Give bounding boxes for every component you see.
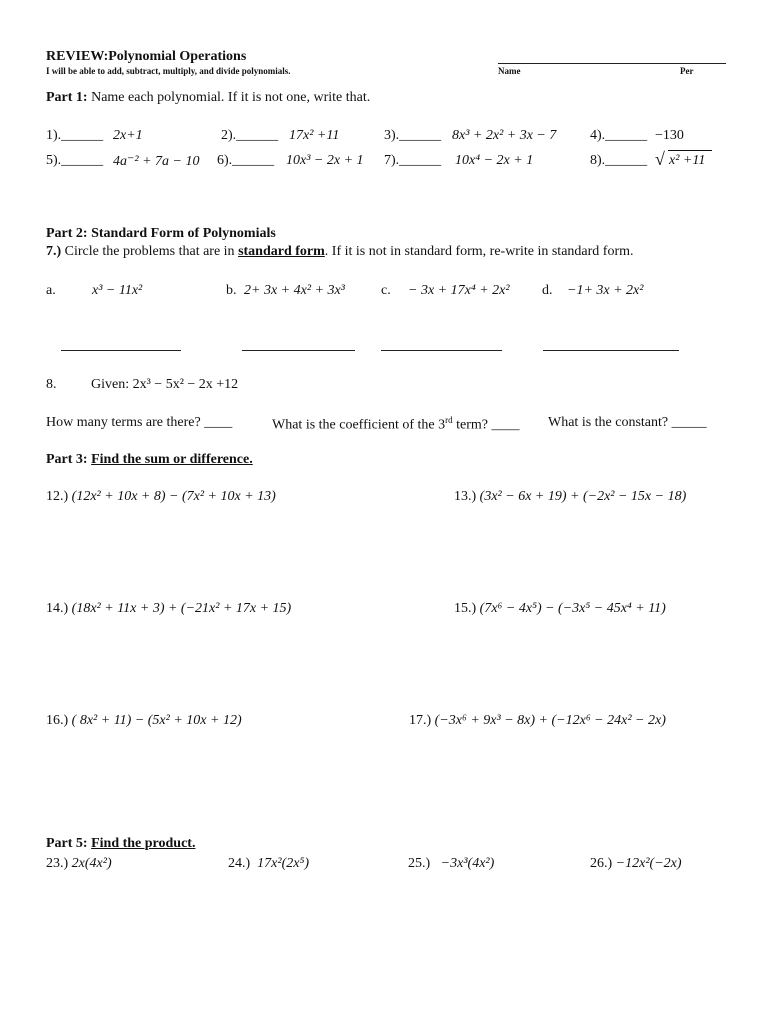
page-title: REVIEW:Polynomial Operations	[46, 49, 247, 64]
option-d-expr: −1+ 3x + 2x²	[567, 283, 644, 298]
q8-given: Given: 2x³ − 5x² − 2x +12	[91, 377, 239, 392]
q8-constant: What is the constant? _____	[548, 415, 707, 430]
option-d-label: d.	[542, 283, 553, 298]
q8-terms: How many terms are there? ____	[46, 415, 233, 430]
option-b-label: b.	[226, 283, 237, 298]
problem-13: 13.) (3x² − 6x + 19) + (−2x² − 15x − 18)	[454, 489, 687, 504]
q8-num: 8.	[46, 377, 57, 392]
p1-item-4: 4).______	[590, 128, 648, 143]
answer-line-d[interactable]	[543, 350, 679, 351]
part2-heading: Part 2: Standard Form of Polynomials	[46, 226, 276, 241]
p1-expr-5: 4a⁻² + 7a − 10	[113, 154, 200, 169]
sqrt-symbol: √	[655, 149, 665, 169]
p1-expr-7: 10x⁴ − 2x + 1	[455, 153, 534, 168]
p1-item-3: 3).______	[384, 128, 442, 143]
option-a-expr: x³ − 11x²	[92, 283, 143, 298]
p1-item-8: 8).______	[590, 153, 648, 168]
p1-expr-4: −130	[655, 128, 684, 143]
problem-15: 15.) (7x⁶ − 4x⁵) − (−3x⁵ − 45x⁴ + 11)	[454, 601, 666, 616]
problem-14: 14.) (18x² + 11x + 3) + (−21x² + 17x + 15)	[46, 601, 292, 616]
p1-item-5: 5).______	[46, 153, 104, 168]
q8-coefficient: What is the coefficient of the 3rd term? ____	[272, 415, 520, 433]
p1-expr-3: 8x³ + 2x² + 3x − 7	[452, 128, 557, 143]
p1-expr-1: 2x+1	[113, 128, 143, 143]
problem-24: 24.) 17x²(2x⁵)	[228, 856, 309, 871]
per-label: Per	[680, 66, 694, 76]
p1-expr-8: x² +11	[669, 153, 706, 168]
option-c-expr: − 3x + 17x⁴ + 2x²	[408, 283, 510, 298]
objective: I will be able to add, subtract, multiply, and divide polynomials.	[46, 66, 291, 76]
p1-item-2: 2).______	[221, 128, 279, 143]
problem-26: 26.) −12x²(−2x)	[590, 856, 682, 871]
answer-line-c[interactable]	[381, 350, 502, 351]
option-a-label: a.	[46, 283, 56, 298]
p1-expr-6: 10x³ − 2x + 1	[286, 153, 364, 168]
part1-heading: Part 1: Name each polynomial. If it is not one, write that.	[46, 90, 371, 105]
option-c-label: c.	[381, 283, 391, 298]
p1-num: 1).______	[46, 128, 104, 143]
p1-item-7: 7).______	[384, 153, 442, 168]
name-label: Name	[498, 66, 521, 76]
p1-item-1	[46, 128, 103, 144]
problem-25: 25.) −3x³(4x²)	[408, 856, 495, 871]
sqrt-bar	[668, 150, 712, 151]
problem-17: 17.) (−3x⁶ + 9x³ − 8x) + (−12x⁶ − 24x² − 2x)	[409, 713, 666, 728]
name-line[interactable]	[498, 63, 726, 64]
p1-expr-2: 17x² +11	[289, 128, 340, 143]
part3-heading: Part 3: Find the sum or difference.	[46, 452, 253, 467]
problem-12: 12.) (12x² + 10x + 8) − (7x² + 10x + 13)	[46, 489, 276, 504]
answer-line-a[interactable]	[61, 350, 181, 351]
problem-23: 23.) 2x(4x²)	[46, 856, 112, 871]
part5-heading: Part 5: Find the product.	[46, 836, 196, 851]
option-b-expr: 2+ 3x + 4x² + 3x³	[244, 283, 345, 298]
p1-item-6: 6).______	[217, 153, 275, 168]
q7-text: 7.) Circle the problems that are in standard form. If it is not in standard form, re-write in standard form.	[46, 244, 634, 259]
answer-line-b[interactable]	[242, 350, 355, 351]
problem-16: 16.) ( 8x² + 11) − (5x² + 10x + 12)	[46, 713, 242, 728]
